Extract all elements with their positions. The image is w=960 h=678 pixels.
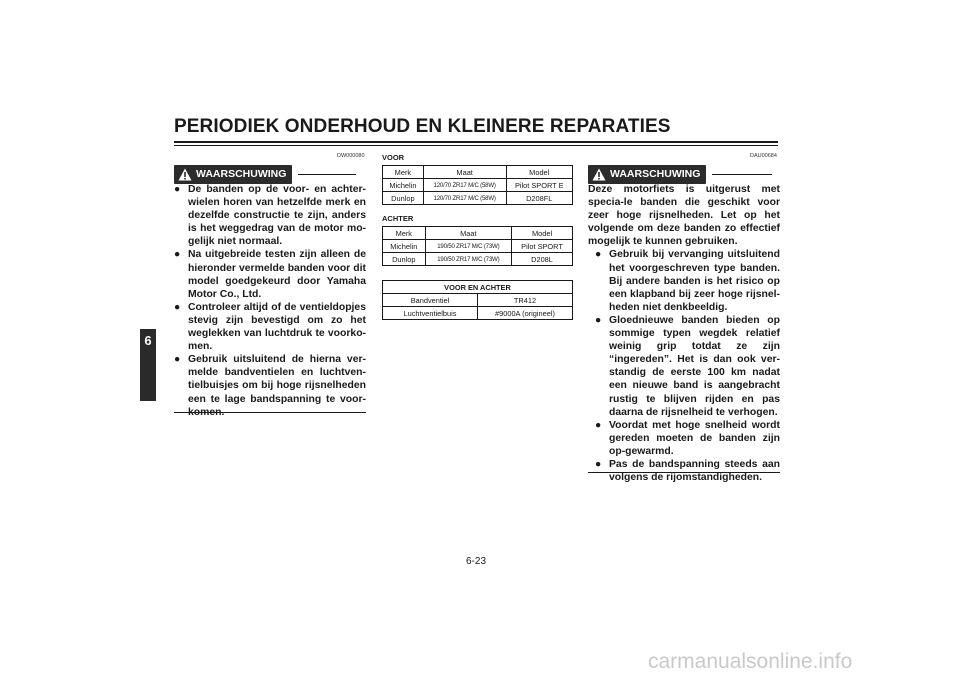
table-cell: TR412 xyxy=(478,294,573,307)
table-cell: 120/70 ZR17 M/C (58W) xyxy=(423,179,506,192)
warning-badge-label: WAARSCHUWING xyxy=(196,168,287,180)
bullet-icon: ● xyxy=(174,184,181,195)
achter-label: ACHTER xyxy=(382,214,414,223)
table-cell: Michelin xyxy=(383,179,424,192)
table-cell: 190/50 ZR17 M/C (73W) xyxy=(425,253,511,266)
bullet-icon: ● xyxy=(595,314,602,326)
warning-badge xyxy=(588,165,706,184)
table-header-cell: Model xyxy=(512,227,573,240)
table-cell: Pilot SPORT E xyxy=(506,179,573,192)
page-number: 6-23 xyxy=(466,556,487,567)
list-item: ● Gebruik bij vervanging uitsluitend het voorgeschreven type banden. Bij andere banden is het risico op een klapband bij zeer hoge rijsnel-heden niet denkbeeldig. xyxy=(595,249,780,313)
table-header-cell: Merk xyxy=(383,227,426,240)
table-cell: Bandventiel xyxy=(383,294,478,307)
chapter-tab: 6 xyxy=(140,329,156,401)
table-row xyxy=(383,240,573,253)
warning-end-rule-right xyxy=(588,472,780,473)
list-item: ● De banden op de voor- en achter-wielen horen van hetzelfde merk en dezelfde constructie te zijn, anders is het weggedrag van de motor mo-gelijk niet normaal. xyxy=(174,184,366,248)
title-rule xyxy=(174,141,778,143)
table-cell: #9000A (origineel) xyxy=(478,307,573,320)
table-cell: Pilot SPORT xyxy=(512,240,573,253)
table-header-cell: VOOR EN ACHTER xyxy=(383,281,573,294)
bullet-icon: ● xyxy=(595,419,602,431)
warning-header-left xyxy=(174,164,356,184)
warning-triangle-icon xyxy=(592,168,606,181)
table-row xyxy=(383,307,573,320)
table-row xyxy=(383,253,573,266)
achter-table xyxy=(382,226,573,266)
table-header-cell: Maat xyxy=(423,166,506,179)
table-cell: 190/50 ZR17 M/C (73W) xyxy=(425,240,511,253)
table-header-cell: Maat xyxy=(425,227,511,240)
warning-code-right: DAU00684 xyxy=(750,153,777,159)
table-cell: 120/70 ZR17 M/C (58W) xyxy=(423,192,506,205)
voor-table xyxy=(382,165,573,205)
bullet-icon: ● xyxy=(174,249,181,261)
list-item: ● Voordat met hoge snelheid wordt gereden moeten de banden zijn op-gewarmd. xyxy=(595,419,780,457)
table-row xyxy=(383,294,573,307)
table-cell: Michelin xyxy=(383,240,426,253)
bullet-icon: ● xyxy=(595,458,602,470)
warning-intro: Deze motorfiets is uitgerust met specia-le banden die geschikt voor zeer hoge rijsnelheden. Let op het volgende om deze banden zo effectief mogelijk te kunnen gebruiken. xyxy=(588,184,780,248)
table-row xyxy=(383,281,573,294)
warning-header-rule xyxy=(298,174,356,175)
table-cell: Luchtventielbuis xyxy=(383,307,478,320)
voor-label: VOOR xyxy=(382,153,405,162)
table-row xyxy=(383,227,573,240)
table-row xyxy=(383,192,573,205)
list-item: ● Gloednieuwe banden bieden op sommige typen wegdek relatief weinig grip totdat ze zijn “ingereden”. Het is dan ook ver-standig de eerste 100 km nadat een nieuwe band is aangebracht rustig te blijven rijden en pas daarna de rijsnelheid te verhogen. xyxy=(595,314,780,418)
list-item: ● Controleer altijd of de ventieldopjes stevig zijn bevestigd om zo het weglekken van luchtdruk te voorko-men. xyxy=(174,301,366,353)
watermark: carmanualsonline.info xyxy=(648,650,853,673)
bullet-icon: ● xyxy=(174,354,181,366)
table-header-cell: Merk xyxy=(383,166,424,179)
title-rule-thin xyxy=(174,145,778,146)
table-row xyxy=(383,179,573,192)
page-title: PERIODIEK ONDERHOUD EN KLEINERE REPARATIES xyxy=(174,116,671,137)
table-cell: D208FL xyxy=(506,192,573,205)
warning-badge-label: WAARSCHUWING xyxy=(610,168,701,180)
warning-body-right xyxy=(588,183,780,484)
warning-code-left: DW000080 xyxy=(337,153,365,159)
bullet-icon: ● xyxy=(595,249,602,261)
list-item: ● Na uitgebreide testen zijn alleen de hieronder vermelde banden voor dit model goedgekeurd door Yamaha Motor Co., Ltd. xyxy=(174,249,366,300)
list-item: ● Gebruik uitsluitend de hierna ver-melde bandventielen en luchtven-tielbuisjes om bij hoge rijsnelheden een te lage bandspanning te voor-komen. xyxy=(174,354,366,418)
warning-header-rule xyxy=(712,174,772,175)
table-row xyxy=(383,166,573,179)
table-cell: D208L xyxy=(512,253,573,266)
table-header-cell: Model xyxy=(506,166,573,179)
warning-end-rule-left xyxy=(174,412,366,413)
warning-list-left xyxy=(174,183,366,419)
warning-triangle-icon xyxy=(178,168,192,181)
warning-badge xyxy=(174,165,292,184)
list-item: ● Pas de bandspanning steeds aan volgens de rijomstandigheden. xyxy=(595,458,780,484)
bullet-icon: ● xyxy=(174,301,181,313)
voor-en-achter-table xyxy=(382,280,573,320)
warning-list-right xyxy=(595,248,780,484)
warning-header-right xyxy=(588,164,772,184)
table-cell: Dunlop xyxy=(383,192,424,205)
table-cell: Dunlop xyxy=(383,253,426,266)
